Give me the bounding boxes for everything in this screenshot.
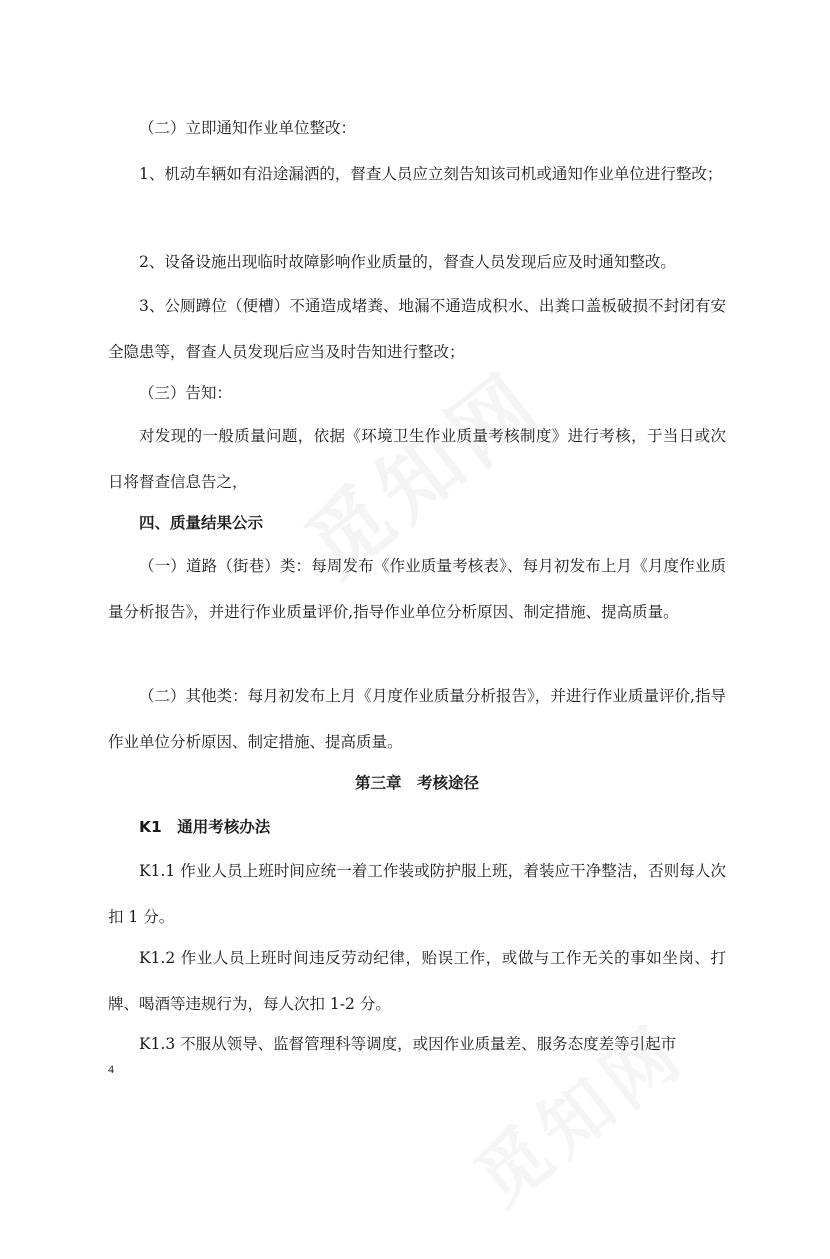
paragraph: 对发现的一般质量问题，依据《环境卫生作业质量考核制度》进行考核，于当日或次日将督查信息告之， [108,427,726,491]
paragraph: K1.3 不服从领导、监督管理科等调度，或因作业质量差、服务态度差等引起市 [139,1035,677,1053]
subsection-heading: K1 通用考核办法 [139,818,271,836]
paragraph: 1、机动车辆如有沿途漏洒的，督查人员应立刻告知该司机或通知作业单位进行整改； [139,165,723,183]
paragraph: （三）告知： [139,384,233,402]
section-heading: 四、质量结果公示 [139,514,264,532]
page-number: 4 [108,1062,114,1076]
paragraph: （一）道路（街巷）类：每周发布《作业质量考核表》、每月初发布上月《月度作业质量分析报告》，并进行作业质量评价,指导作业单位分析原因、制定措施、提高质量。 [108,557,726,621]
chapter-title: 第三章 考核途径 [354,774,479,792]
paragraph: 3、公厕蹲位（便槽）不通造成堵粪、地漏不通造成积水、出粪口盖板破损不封闭有安全隐患等，督查人员发现后应当及时告知进行整改； [108,297,726,361]
paragraph: 2、设备设施出现临时故障影响作业质量的，督查人员发现后应及时通知整改。 [139,253,676,271]
paragraph: K1.1 作业人员上班时间应统一着工作装或防护服上班，着装应干净整洁，否则每人次扣 1 分。 [108,862,726,926]
paragraph: （二）立即通知作业单位整改： [139,119,357,137]
paragraph: （二）其他类：每月初发布上月《月度作业质量分析报告》，并进行作业质量评价,指导作业单位分析原因、制定措施、提高质量。 [108,687,726,751]
paragraph: K1.2 作业人员上班时间违反劳动纪律，贻误工作，或做与工作无关的事如坐岗、打牌、喝酒等违规行为，每人次扣 1-2 分。 [108,949,726,1013]
